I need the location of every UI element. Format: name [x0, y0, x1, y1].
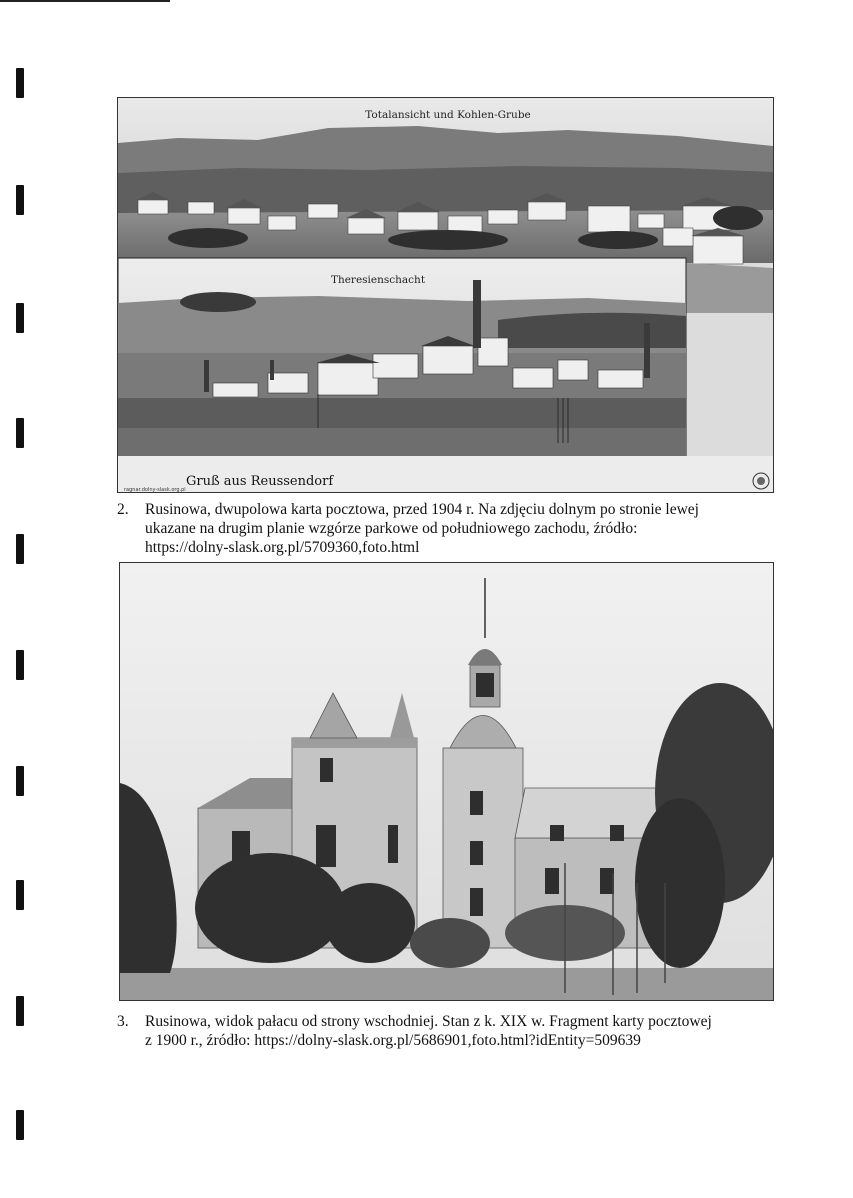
postcard-image [117, 97, 774, 493]
top-edge-line [0, 0, 170, 2]
caption-line: ukazane na drugim planie wzgórze parkowe od południowego zachodu, źródło: [145, 520, 638, 537]
postcard-greeting: Gruß aus Reussendorf [186, 474, 334, 489]
postcard-top-title: Totalansicht und Kohlen-Grube [365, 109, 531, 121]
caption-line: Rusinowa, dwupolowa karta pocztowa, przed 1904 r. Na zdjęciu dolnym po stronie lewej [145, 501, 699, 518]
binder-hole-mark [16, 418, 24, 448]
postcard-inset-title: Theresienschacht [330, 274, 426, 286]
binder-hole-mark [16, 1110, 24, 1140]
binder-hole-mark [16, 996, 24, 1026]
caption-figure-3 [117, 1012, 757, 1052]
binder-hole-mark [16, 68, 24, 98]
caption-number: 2. [117, 501, 129, 518]
binder-hole-mark [16, 766, 24, 796]
binder-hole-mark [16, 880, 24, 910]
caption-number: 3. [117, 1013, 129, 1030]
binder-hole-mark [16, 534, 24, 564]
caption-line: z 1900 r., źródło: https://dolny-slask.org.pl/5686901,foto.html?idEntity=509639 [145, 1032, 641, 1049]
caption-line: Rusinowa, widok pałacu od strony wschodniej. Stan z k. XIX w. Fragment karty pocztowej [145, 1013, 712, 1030]
postcard-small-print: ragnar.dolny-slask.org.pl [124, 487, 186, 492]
binder-hole-mark [16, 303, 24, 333]
caption-figure-2 [117, 500, 737, 560]
binder-hole-mark [16, 185, 24, 215]
caption-line: https://dolny-slask.org.pl/5709360,foto.html [145, 539, 420, 556]
binder-hole-mark [16, 650, 24, 680]
palace-photo [119, 562, 774, 1001]
